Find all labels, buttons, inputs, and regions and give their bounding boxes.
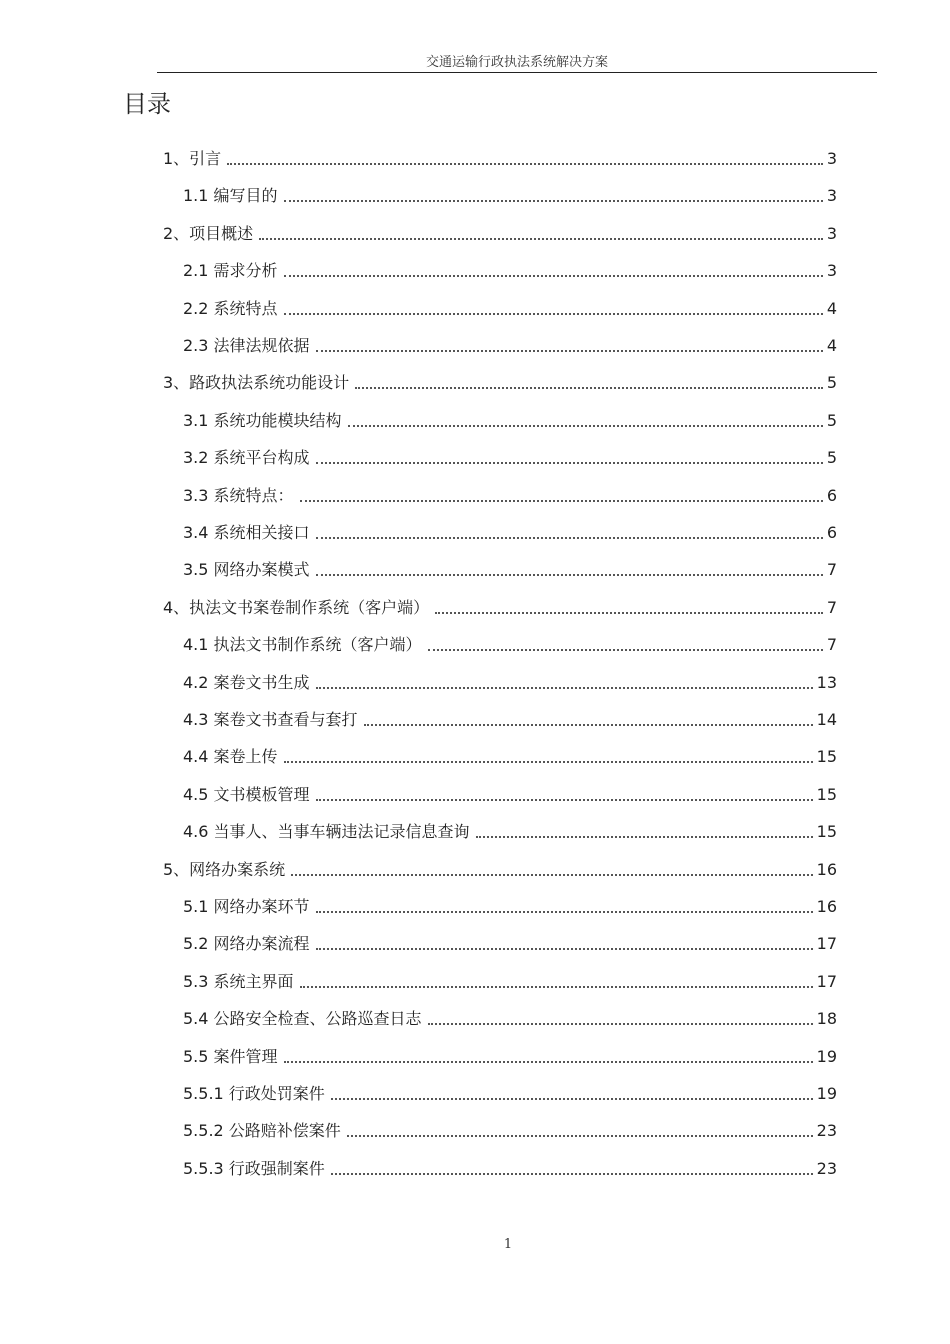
toc-entry[interactable]: [183, 403, 837, 439]
toc-entry-page: 16: [816, 859, 837, 879]
toc-entry[interactable]: [183, 889, 837, 925]
toc-entry[interactable]: [163, 216, 837, 252]
toc-entry-page: 16: [816, 897, 837, 916]
toc-entry[interactable]: [183, 814, 837, 850]
toc-entry-title: 1、引言: [163, 149, 222, 168]
toc-entry-title: 5.1 网络办案环节: [183, 897, 310, 916]
toc-entry-page: 19: [816, 1046, 837, 1066]
toc-entry-page: 5: [826, 373, 837, 393]
toc-leader-dots: [284, 275, 823, 277]
toc-entry-title: 5.3 系统主界面: [183, 971, 294, 991]
toc-leader-dots: [316, 948, 813, 950]
toc-entry[interactable]: [183, 665, 837, 701]
toc-leader-dots: [476, 836, 813, 838]
toc-leader-dots: [428, 649, 823, 651]
toc-entry-title: 3.3 系统特点：: [183, 485, 294, 505]
toc-entry-page: 4: [826, 298, 837, 318]
toc-leader-dots: [284, 200, 823, 202]
toc-leader-dots: [331, 1098, 813, 1100]
toc-entry-title: 4.5 文书模板管理: [183, 784, 310, 804]
toc-leader-dots: [284, 1061, 813, 1063]
toc-entry[interactable]: [163, 590, 837, 626]
toc-entry-title: 2.3 法律法规依据: [183, 336, 310, 355]
toc-entry[interactable]: [183, 253, 837, 289]
toc-entry[interactable]: [183, 178, 837, 214]
toc-entry-page: 19: [816, 1084, 837, 1103]
toc-entry-title: 5.2 网络办案流程: [183, 934, 310, 954]
toc-entry-title: 4、执法文书案卷制作系统（客户端）: [163, 597, 430, 617]
toc-leader-dots: [316, 911, 813, 913]
toc-leader-dots: [347, 1135, 813, 1137]
toc-entry-title: 2.1 需求分析: [183, 261, 278, 281]
toc-entry[interactable]: [183, 515, 837, 551]
toc-leader-dots: [284, 313, 823, 315]
toc-entry-title: 3.4 系统相关接口: [183, 523, 310, 542]
toc-entry[interactable]: [183, 926, 837, 962]
toc-entry[interactable]: [183, 627, 837, 663]
toc-entry[interactable]: [183, 1039, 837, 1075]
toc-entry[interactable]: [163, 852, 837, 888]
toc-entry-title: 2、项目概述: [163, 223, 254, 243]
toc-leader-dots: [227, 163, 823, 165]
toc-entry-title: 3.5 网络办案模式: [183, 560, 310, 580]
toc-entry-page: 3: [826, 149, 837, 168]
toc-entry[interactable]: [183, 440, 837, 476]
toc-entry-title: 3.1 系统功能模块结构: [183, 410, 342, 430]
toc-entry-page: 3: [826, 186, 837, 206]
toc-leader-dots: [348, 425, 823, 427]
toc-entry-page: 13: [816, 672, 837, 692]
toc-entry-title: 5.4 公路安全检查、公路巡查日志: [183, 1009, 422, 1029]
toc-leader-dots: [316, 799, 813, 801]
toc-leader-dots: [316, 350, 823, 352]
toc-entry-page: 3: [826, 261, 837, 281]
toc-entry-page: 23: [816, 1158, 837, 1178]
toc-entry[interactable]: [183, 328, 837, 364]
toc-entry[interactable]: [183, 777, 837, 813]
toc-entry[interactable]: [183, 1001, 837, 1037]
toc-entry-title: 3.2 系统平台构成: [183, 448, 310, 468]
toc-leader-dots: [284, 761, 813, 763]
toc-entry[interactable]: [183, 964, 837, 1000]
toc-entry-title: 5.5.2 公路赔补偿案件: [183, 1121, 341, 1141]
toc-entry-page: 7: [826, 597, 837, 617]
toc-entry-page: 7: [826, 560, 837, 580]
toc-entry-page: 15: [816, 747, 837, 767]
toc-leader-dots: [316, 462, 823, 464]
toc-leader-dots: [435, 612, 823, 614]
toc-entry[interactable]: [183, 291, 837, 327]
toc-entry[interactable]: [183, 702, 837, 738]
running-header-title: 交通运输行政执法系统解决方案: [425, 55, 608, 70]
toc-entry-title: 2.2 系统特点: [183, 298, 278, 318]
toc-leader-dots: [355, 387, 823, 389]
toc-entry-page: 3: [826, 223, 837, 243]
toc-heading: 目录: [123, 90, 171, 118]
toc-entry-title: 4.6 当事人、当事车辆违法记录信息查询: [183, 822, 470, 842]
toc-entry-page: 23: [816, 1121, 837, 1141]
toc-leader-dots: [291, 874, 812, 876]
toc-leader-dots: [300, 986, 813, 988]
toc-entry-page: 15: [816, 822, 837, 842]
toc-entry-page: 7: [826, 635, 837, 655]
toc-leader-dots: [316, 574, 823, 576]
toc-entry-title: 5.5.3 行政强制案件: [183, 1158, 325, 1178]
toc-entry[interactable]: [163, 365, 837, 401]
toc-entry-page: 6: [826, 523, 837, 542]
toc-leader-dots: [331, 1173, 813, 1175]
toc-leader-dots: [259, 238, 823, 240]
toc-entry-title: 4.2 案卷文书生成: [183, 672, 310, 692]
toc-leader-dots: [300, 500, 823, 502]
toc-entry-page: 4: [826, 336, 837, 355]
toc-leader-dots: [316, 687, 813, 689]
toc-entry-page: 18: [816, 1009, 837, 1029]
toc-entry[interactable]: [183, 1076, 837, 1112]
toc-entry-title: 1.1 编写目的: [183, 186, 278, 206]
toc-entry-page: 17: [816, 934, 837, 954]
toc-entry-title: 4.4 案卷上传: [183, 747, 278, 767]
toc-entry[interactable]: [183, 739, 837, 775]
toc-entry[interactable]: [183, 1151, 837, 1187]
toc-entry-page: 5: [826, 448, 837, 468]
header-divider: [157, 72, 877, 73]
toc-entry-title: 5.5.1 行政处罚案件: [183, 1084, 325, 1103]
toc-leader-dots: [316, 537, 823, 539]
toc-entry-page: 6: [826, 485, 837, 505]
toc-entry-title: 4.1 执法文书制作系统（客户端）: [183, 635, 422, 655]
toc-entry[interactable]: [163, 141, 837, 177]
toc-entry-title: 5、网络办案系统: [163, 859, 286, 879]
toc-entry-title: 4.3 案卷文书查看与套打: [183, 710, 358, 729]
toc-entry[interactable]: [183, 1113, 837, 1149]
toc-entry-title: 5.5 案件管理: [183, 1046, 278, 1066]
toc-entry[interactable]: [183, 478, 837, 514]
toc-entry-page: 17: [816, 971, 837, 991]
toc-entry-page: 15: [816, 784, 837, 804]
toc-entry-page: 14: [816, 710, 837, 729]
toc-entry-page: 5: [826, 410, 837, 430]
toc-leader-dots: [428, 1023, 813, 1025]
toc-entry-title: 3、路政执法系统功能设计: [163, 373, 350, 393]
toc-leader-dots: [364, 724, 813, 726]
toc-entry[interactable]: [183, 552, 837, 588]
footer-page-number: 1: [503, 1237, 513, 1252]
